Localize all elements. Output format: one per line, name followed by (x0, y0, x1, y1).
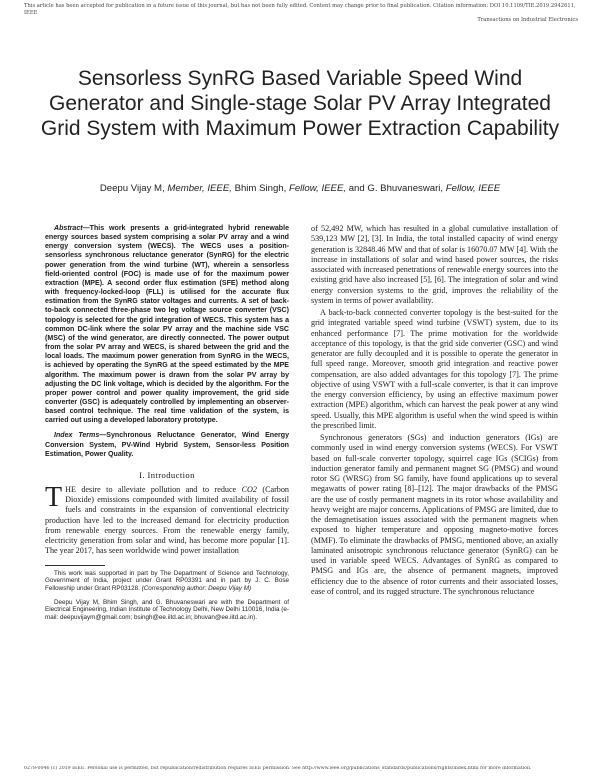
drop-cap: T (45, 481, 63, 513)
acceptance-notice-line2: Transactions on Industrial Electronics (477, 17, 578, 23)
intro-text-a: HE desire to alleviate pollution and to reduce (65, 484, 242, 494)
funding-footnote-text: This work was supported in part by The Department of Science and Technology, Government of India, project under Grant RP03391 and in part by J. C. Bose Fellowship under Grant RP03128. (45, 569, 289, 593)
affiliation-footnote: Deepu Vijay M, Bhim Singh, and G. Bhuvaneswari are with the Department of Electrical Engineering, Indian Institute of Technology Delhi, New Delhi 110016, India (e-mail: deepuvijaym@gmail.com; bsingh@ee.iitd.ac.in; bhuvan@ee.iitd.ac.in). (45, 598, 289, 622)
body-paragraph-1: of 52,492 MW, which has resulted in a global cumulative installation of 539,123 MW [2], [3]. In India, the total installed capacity of wind energy generation is 32848.46 MW and that of solar is 16070.07 MW [4]. With the increase in installations of solar and wind based power sources, the risks associated with increased penetrations of renewable energy sources into the existing grid have also increased [5], [6]. The integration of solar and wind energy conversion systems to the grid, improves the reliability of the system in terms of power availability. (311, 224, 558, 305)
body-paragraph-2: A back-to-back connected converter topology is the best-suited for the grid integrated variable speed wind turbine (VSWT) system, due to its enhanced performance [7]. The prime motivation for the worldwide acceptance of this topology, is that the grid side converter (GSC) and wind generator are fully decoupled and it is possible to operate the generator in full speed range. Moreover, smooth grid integration and reactive power compensation, are also added advantages for this topology [7]. The prime objective of using VSWT with a full-scale converter, is that it can improve the energy conversion efficiency, by using an effective maximum power extraction (MPE) algorithm, which can harvest the peak power at any wind speed. Usually, this MPE algorithm is useful when the wind speed is within the prescribed limit. (311, 308, 558, 430)
author-2: Bhim Singh, (234, 183, 287, 194)
author-1: Deepu Vijay M, (99, 183, 165, 194)
co2-symbol: CO2 (241, 484, 257, 494)
body-paragraph-3: Synchronous generators (SGs) and induction generators (IGs) are commonly used in wind energy conversion systems (WECS). For VSWT based on full-scale converter topology, squirrel cage IGs (SCIGs) from induction generator family and permanent magnet SG (PMSG) and wound rotor SG (WRSG) from SG family, have found applications up to several megawatts of power rating [8]–[12]. The major drawbacks of the PMSG are the use of costly permanent magnets in its rotor whose availability and heavy weight are major concerns. Applications of PMSG are limited, due to the demagnetisation issues associated with the permanent magnets when exposed to higher temperature and opposing magneto-motive forces (MMF). To eliminate the drawbacks of PMSG, mentioned above, an axially laminated anisotropic synchronous reluctance generator (SynRG) can be used in variable speed WECS. Advantages of SynRG as compared to PMSG and IGs are, the absence of permanent magnets, improved efficiency due to the absence of rotor currents and their associated losses, ease of control, and its rugged structure. The synchronous reluctance (311, 433, 558, 596)
footnote-divider (45, 565, 105, 566)
funding-footnote (45, 570, 289, 593)
right-column (311, 224, 558, 599)
abstract-label: Abstract (54, 225, 83, 232)
abstract-text: —This work presents a grid-integrated hybrid renewable energy sources based system comprising a solar PV array and a wind energy conversion system (WECS). The WECS uses a position-sensorless synchronous reluctance generator (SynRG) for the electric power generation from the wind turbine (WT), wherein a sensorless field-oriented control (FOC) is made use of for the maximum power extraction (MPE). A second order flux estimation (SFE) method along with frequency-locked-loop (FLL) is utilised for the accurate flux estimation from the SynRG stator voltages and currents. A set of back-to-back connected three-phase two leg voltage source converter (VSC) topology is selected for the grid integration of WECS. This system has a common DC-link where the solar PV array and the machine side VSC (MSC) of the wind generator, are directly connected. The power output from the solar PV array and WECS, is shared between the grid and the local loads. The maximum power generation from SynRG in the WECS, is achieved by operating the SynRG at the speed estimated by the MPE algorithm. The maximum power is drawn from the solar PV array by adjusting the DC link voltage, which is decided by the algorithm. For the proper power control and power quality improvement, the grid side converter (GSC) is adequately controlled by implementing an observer-based control technique. The real time validation of the system, is carried out using a developed laboratory prototype. (45, 225, 289, 425)
acceptance-notice-line1: This article has been accepted for publication in a future issue of this journal, but has not been fully edited. Content may change prior to final publication. Citation information: DOI 10.1109/TIE.2019.2942611, IEEE (24, 3, 576, 16)
left-column (45, 224, 289, 628)
paper-title: Sensorless SynRG Based Variable Speed Wind Generator and Single-stage Solar PV Array Integrated Grid System with Maximum Power Extraction Capability (40, 67, 560, 141)
intro-paragraph (45, 481, 289, 557)
acceptance-notice (24, 3, 578, 24)
index-terms (45, 431, 289, 458)
index-terms-text: —Synchronous Reluctance Generator, Wind Energy Conversion System, PV-Wind Hybrid System, Sensor-less Position Estimation, Power Quality. (45, 432, 289, 458)
index-terms-label: Index Terms (54, 432, 100, 440)
author-list (40, 183, 560, 194)
author-1-role: Member, IEEE, (167, 183, 232, 194)
intro-text-b: (Carbon Dioxide) emissions compounded with limited availability of fossil fuels and constraints in the expansion of conventional electricity production have led to the increased demand for electricity production from renewable energy sources. From the renewable energy family, electricity generation from solar and wind, has become more popular [1]. The year 2017, has seen worldwide wind power installation (45, 484, 289, 556)
corresponding-author-note: (Corresponding author: Deepu Vijay M) (141, 585, 252, 593)
author-3: and G. Bhuvaneswari, (348, 183, 444, 194)
abstract (45, 224, 289, 425)
copyright-footer: 0278-0046 (c) 2019 IEEE. Personal use is permitted, but republication/redistribution requires IEEE permission. See http://www.ieee.org/publications_standards/publications/rights/index.html for more information. (24, 766, 532, 771)
section-heading-introduction: I. Introduction (139, 469, 195, 480)
author-2-role: Fellow, IEEE, (288, 183, 347, 194)
author-3-role: Fellow, IEEE (445, 183, 501, 194)
